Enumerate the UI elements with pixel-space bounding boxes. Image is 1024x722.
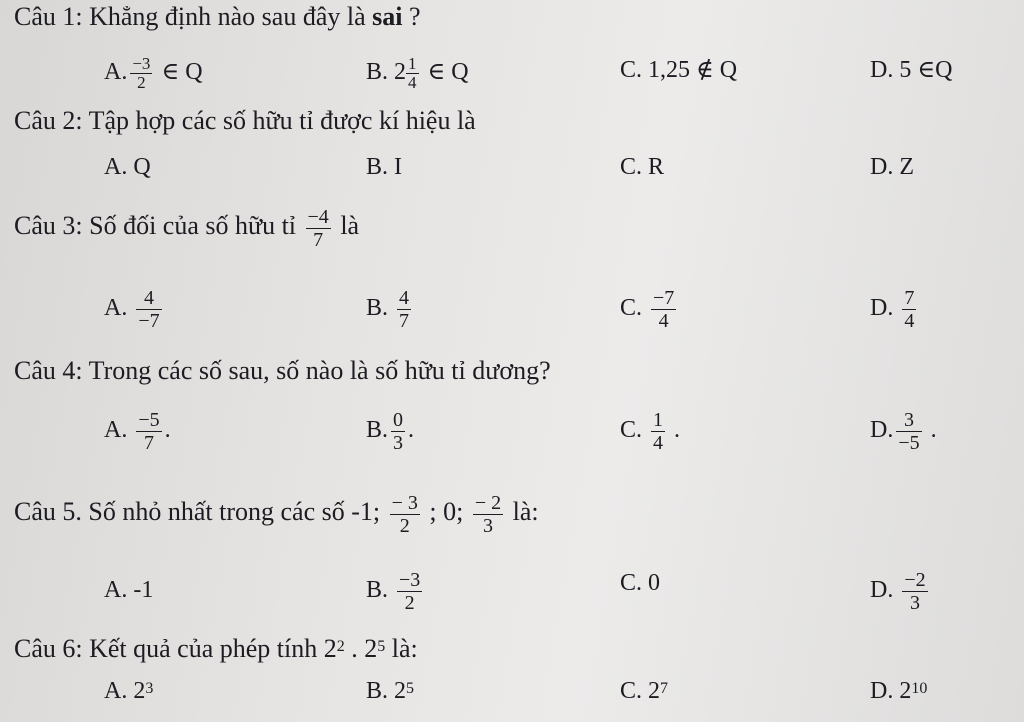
question-3-text: Câu 3: Số đối của số hữu tỉ $\frac{-4}{7}$ là (14, 205, 360, 251)
q1-option-d[interactable]: D. 5 ∈Q (870, 57, 953, 83)
q5-option-b[interactable]: B. $\frac{-3}{2}$ (366, 568, 421, 614)
q6-option-d[interactable]: D. $2^{10}$ (870, 678, 928, 704)
q6-option-c[interactable]: C. $2^7$ (620, 678, 669, 704)
q2-option-a[interactable]: A. Q (104, 154, 151, 180)
q4-option-d[interactable]: D. $\frac{3}{-5}$ . (870, 408, 937, 454)
q2-option-d[interactable]: D. Z (870, 154, 914, 180)
q1-option-b[interactable]: B. 2 $\frac{1}{4}$ ∈ Q (366, 54, 469, 92)
q5-option-c[interactable]: C. 0 (620, 570, 661, 596)
q4-option-a[interactable]: A. $\frac{-5}{7}$ . (104, 408, 171, 454)
question-1-text: Câu 1: Khẳng định nào sau đây là sai ? (14, 2, 421, 31)
q4-option-c[interactable]: C. $\frac{1}{4}$ . (620, 408, 681, 454)
q4-option-b[interactable]: B. $\frac{0}{3}$ . (366, 408, 415, 454)
q3-option-d[interactable]: D. $\frac{7}{4}$ (870, 286, 915, 332)
q1-option-c[interactable]: C. 1,25 ∉ Q (620, 57, 738, 83)
q3-option-c[interactable]: C. $\frac{-7}{4}$ (620, 286, 675, 332)
q5-option-a[interactable]: A. -1 (104, 577, 154, 603)
q3-option-b[interactable]: B. $\frac{4}{7}$ (366, 286, 410, 332)
q3-option-a[interactable]: A. $\frac{4}{-7}$ (104, 286, 160, 332)
question-5-text: Câu 5. Số nhỏ nhất trong các số -1; $\frac{- 3}{2}$ ; 0; $\frac{- 2}{3}$ là: (14, 491, 539, 537)
question-4-text: Câu 4: Trong các số sau, số nào là số hữu tỉ dương? (14, 356, 551, 385)
q6-option-b[interactable]: B. $2^5$ (366, 678, 415, 704)
q2-option-c[interactable]: C. R (620, 154, 665, 180)
q2-option-b[interactable]: B. I (366, 154, 402, 180)
q5-option-d[interactable]: D. $\frac{-2}{3}$ (870, 568, 926, 614)
question-6-text: Câu 6: Kết quả của phép tính $2^2$ . $2^5$ là: (14, 634, 418, 663)
q6-option-a[interactable]: A. $2^3$ (104, 678, 154, 704)
q1-option-a[interactable]: A. $\frac{-3}{2}$ ∈ Q (104, 54, 203, 92)
question-2-text: Câu 2: Tập hợp các số hữu tỉ được kí hiệu là (14, 106, 476, 135)
